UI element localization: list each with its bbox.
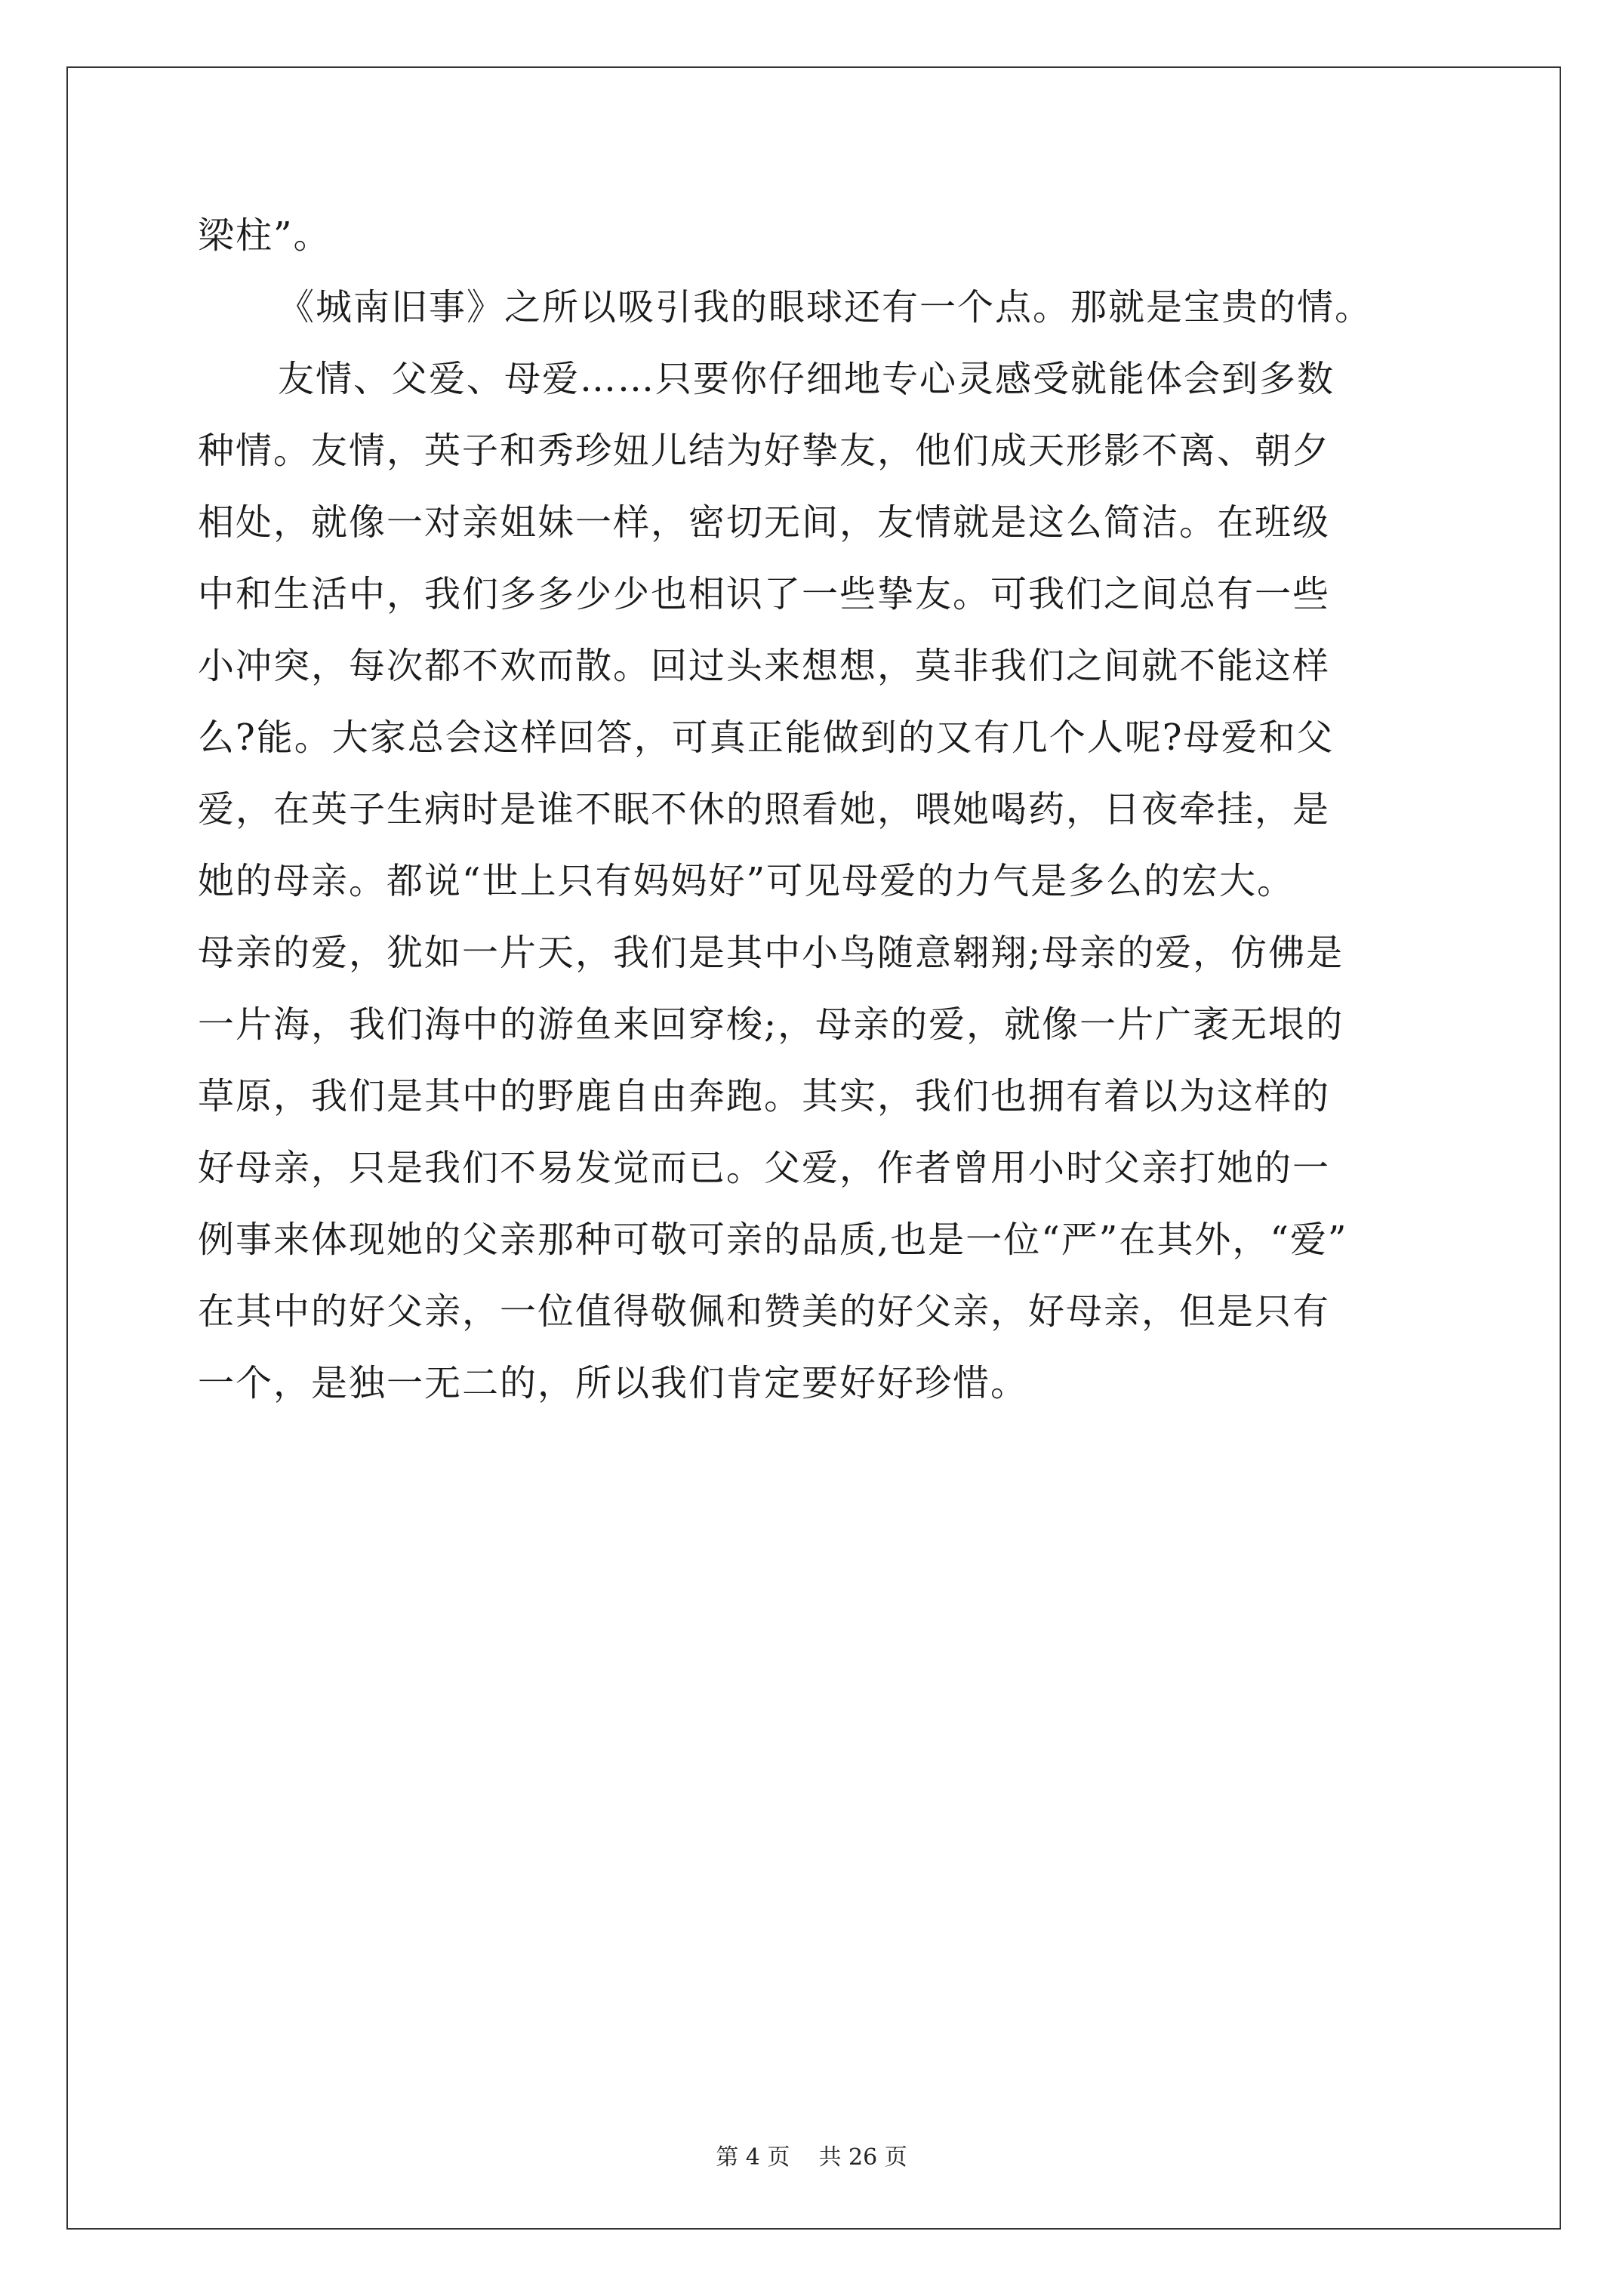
- text-line: 她的母亲。都说“世上只有妈妈好”可见母爱的力气是多么的宏大。: [198, 860, 1295, 902]
- text-line: 种情。友情，英子和秀珍妞儿结为好挚友，他们成天形影不离、朝夕: [198, 430, 1331, 472]
- text-line: 爱，在英子生病时是谁不眠不休的照看她，喂她喝药，日夜牵挂，是: [198, 788, 1331, 831]
- page-number-footer: 第 4 页 共 26 页: [716, 2144, 907, 2171]
- document-body: [198, 200, 1436, 1419]
- text-line: 相处，就像一对亲姐妹一样，密切无间，友情就是这么简洁。在班级: [198, 501, 1331, 544]
- text-line: 一个，是独一无二的，所以我们肯定要好好珍惜。: [198, 1362, 1029, 1404]
- text-line: 中和生活中，我们多多少少也相识了一些挚友。可我们之间总有一些: [198, 573, 1331, 615]
- text-line: 在其中的好父亲，一位值得敬佩和赞美的好父亲，好母亲，但是只有: [198, 1290, 1331, 1333]
- text-line: 草原，我们是其中的野鹿自由奔跑。其实，我们也拥有着以为这样的: [198, 1075, 1331, 1117]
- text-line: 母亲的爱，犹如一片天，我们是其中小鸟随意翱翔;母亲的爱，仿佛是: [198, 932, 1344, 974]
- text-line: 梁柱”。: [198, 214, 331, 257]
- text-line: 么?能。大家总会这样回答，可真正能做到的又有几个人呢?母爱和父: [198, 717, 1335, 759]
- text-line: 一片海，我们海中的游鱼来回穿梭;，母亲的爱，就像一片广袤无垠的: [198, 1003, 1344, 1046]
- text-line: 小冲突，每次都不欢而散。回过头来想想，莫非我们之间就不能这样: [198, 645, 1331, 687]
- text-line: 友情、父爱、母爱……只要你仔细地专心灵感受就能体会到多数: [278, 358, 1335, 400]
- text-line: 例事来体现她的父亲那种可敬可亲的品质,也是一位“严”在其外，“爱”: [198, 1219, 1348, 1261]
- text-line: 《城南旧事》之所以吸引我的眼球还有一个点。那就是宝贵的情。: [278, 286, 1373, 328]
- text-line: 好母亲，只是我们不易发觉而已。父爱，作者曾用小时父亲打她的一: [198, 1147, 1331, 1189]
